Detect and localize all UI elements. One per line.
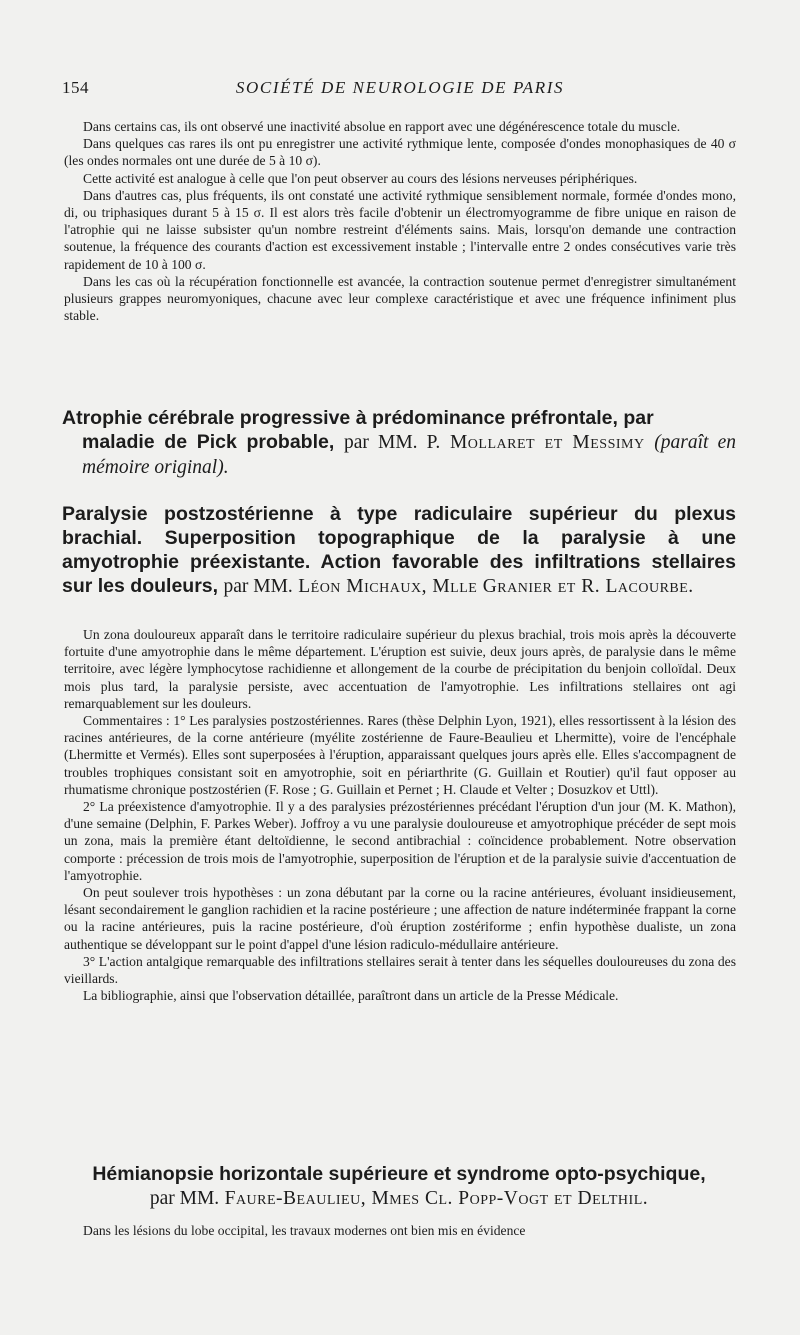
authors: Faure-Beaulieu, Mmes Cl. Popp-Vogt et Delthil. xyxy=(224,1188,649,1209)
paragraph: Dans les cas où la récupération fonctionnelle est avancée, la contraction soutenue permet d'enregistrer simultanément plusieurs grappes neuromyoniques, chacune avec leur complexe caractéristique et avec une fréquence infiniment plus stable. xyxy=(64,273,736,324)
heading-text: maladie de Pick probable, xyxy=(82,431,335,453)
heading-text: Hémianopsie horizontale supérieure et syndrome opto-psychique, xyxy=(92,1163,706,1185)
paragraph: 3° L'action antalgique remarquable des infiltrations stellaires serait à tenter dans les séquelles douloureuses du zona des vieillards. xyxy=(64,953,736,987)
authors: Léon Michaux, Mlle Granier et R. Lacourbe. xyxy=(298,576,694,597)
page-header xyxy=(62,78,738,102)
byline: par MM. xyxy=(149,1188,220,1209)
byline: par MM. P. xyxy=(343,432,441,453)
hemianopsie-text-block xyxy=(64,1222,736,1239)
section-heading-pick xyxy=(62,406,736,480)
paragraph: La bibliographie, ainsi que l'observation détaillée, paraîtront dans un article de la Presse Médicale. xyxy=(83,988,619,1004)
publication-note: (paraît en mémoire original). xyxy=(82,432,737,478)
paragraph: Un zona douloureux apparaît dans le territoire radiculaire supérieur du plexus brachial, trois mois après la découverte fortuite d'une amyotrophie dans le même département. L'éruption est suivie, deux jours après, de paralysie dans le même territoire, avec légère lymphocytose rachidienne et allongement de la courbe de précipitation du benjoin colloïdal. Deux mois plus tard, la paralysie persiste, avec accentuation de l'amyotrophie. Les infiltrations stellaires ont agi remarquablement sur les douleurs. xyxy=(64,627,736,711)
heading-continuation xyxy=(62,430,736,480)
paragraph: Dans les lésions du lobe occipital, les travaux modernes ont bien mis en évidence xyxy=(83,1223,526,1238)
section-heading-paralysie xyxy=(62,502,736,599)
paragraph: 2° La préexistence d'amyotrophie. Il y a des paralysies prézostériennes précédant l'éruption d'un jour (M. K. Mathon), d'une semaine (Delphin, F. Parkes Weber). Joffroy a vu une paralysie douloureuse et amyotrophique précéder de sept mois un zona, mais la première étant deltoïdienne, le second antibrachial : coïncidence probablement. Notre observation comporte : précession de trois mois de l'amyotrophie, superposition de l'éruption et de la paralysie suivie d'accentuation de l'amyotrophie. xyxy=(64,799,736,883)
heading-text: Paralysie postzostérienne à type radiculaire supérieur du plexus brachial. Superposition topographique de la paralysie à une amyotrophie préexistante. Action favorable des infiltrations stellaires sur les douleurs, xyxy=(62,503,736,597)
paragraph: Cette activité est analogue à celle que l'on peut observer au cours des lésions nerveuses périphériques. xyxy=(83,170,638,186)
paragraph: Dans certains cas, ils ont observé une inactivité absolue en rapport avec une dégénérescence totale du muscle. xyxy=(83,119,681,134)
paragraph: Dans d'autres cas, plus fréquents, ils ont constaté une activité rythmique sensiblement normale, formée d'ondes mono, di, ou triphasiques durant 5 à 15 σ. Il est alors très facile d'obtenir un électromyogramme de fibre unique en raison de l'atrophie qui ne laisse subsister qu'un nombre restreint d'éléments sains. Mais, lorsqu'on demande une contraction soutenue, la fréquence des courants d'action est excessivement instable ; l'intervalle entre 2 ondes consécutives varie très rapidement de 10 à 100 σ. xyxy=(64,187,736,272)
running-title: SOCIÉTÉ DE NEUROLOGIE DE PARIS xyxy=(235,78,565,97)
paragraph: On peut soulever trois hypothèses : un zona débutant par la corne ou la racine antérieures, évoluant insidieusement, lésant secondairement le ganglion rachidien et la racine postérieure ; une affection de nature indéterminée frappant la corne ou la racine antérieures, puis la racine postérieure, d'où éruption zostériforme ; enfin hypothèse dualiste, un zona authentique se développant sur le point d'appel d'une lésion radiculo-médullaire antérieure. xyxy=(64,885,736,952)
paragraph: Dans quelques cas rares ils ont pu enregistrer une activité rythmique lente, composée d'ondes monophasiques de 40 σ (les ondes normales ont une durée de 5 à 10 σ). xyxy=(64,136,736,169)
heading-text: Atrophie cérébrale progressive à prédominance préfrontale, par xyxy=(62,407,654,429)
paragraph: Commentaires : 1° Les paralysies postzostériennes. Rares (thèse Delphin Lyon, 1921), elles ressortissent à la lésion des racines antérieures, de la corne antérieure (myélite zostérienne de Faure-Beaulieu et Lhermitte), voire de l'encéphale (Lhermitte et Vermés). Elles sont superposées à l'éruption, apparaissant quelques jours après elle. Elles s'accompagnent de troubles trophiques consistant soit en amyotrophie, soit en périarthrite (G. Guillain et Routier) qu'il faut opposer au rhumatisme chronique postzostérien (F. Rose ; G. Guillain et Pernet ; H. Claude et Velter ; Dosuzkov et Uttl). xyxy=(64,713,736,797)
section-heading-hemianopsie xyxy=(62,1162,736,1211)
byline: par MM. xyxy=(223,576,293,597)
authors: Mollaret et Messimy xyxy=(449,432,645,453)
paralysie-text-block xyxy=(64,626,736,1004)
page-number: 154 xyxy=(62,78,89,97)
intro-text-block xyxy=(64,118,736,324)
